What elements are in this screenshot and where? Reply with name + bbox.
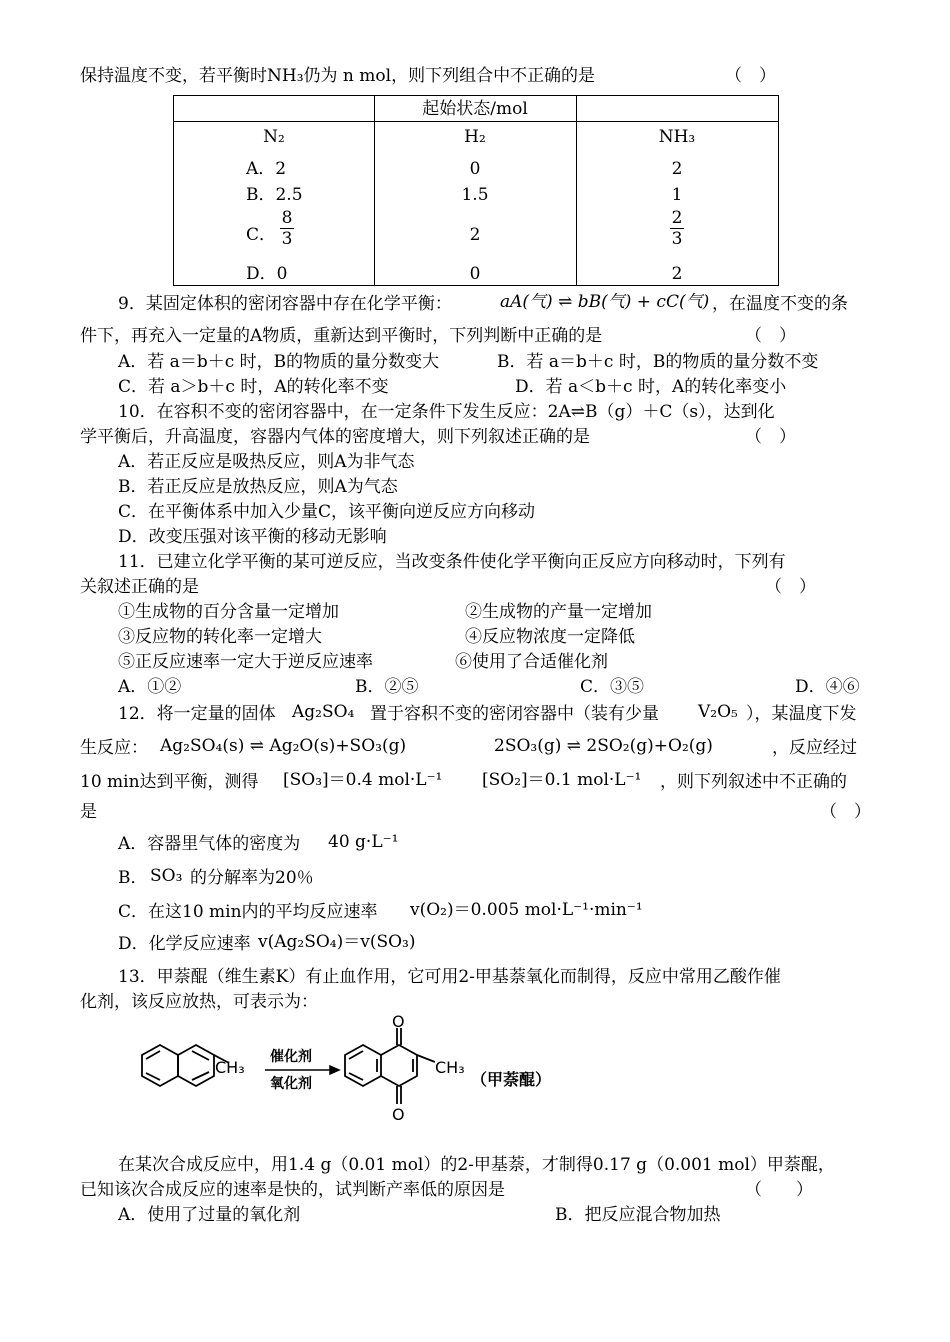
q13-option-b: B．把反应混合物加热 <box>555 1205 721 1225</box>
q9-answer-paren: （ ） <box>745 326 796 346</box>
q8-answer-paren: （ ） <box>725 66 776 86</box>
q11-statement-2: ②生成物的产量一定增加 <box>465 602 652 622</box>
col-header-n2: N₂ <box>263 127 285 147</box>
q9-option-d: D．若 a＜b＋c 时，A的转化率变小 <box>515 377 787 397</box>
cell-d-h2: 0 <box>469 264 481 284</box>
q11-statement-6: ⑥使用了合适催化剂 <box>455 652 608 672</box>
cell-a-nh3: 2 <box>671 159 683 179</box>
q12-equation-1: Ag₂SO₄(s) ⇌ Ag₂O(s)+SO₃(g) <box>160 736 407 756</box>
q9-equation: aA(气) ⇌ bB(气) + cC(气) <box>500 292 710 312</box>
ch3-label-left: CH₃ <box>215 1058 245 1077</box>
ch3-label-right: CH₃ <box>435 1058 465 1077</box>
q12-answer-paren: （ ） <box>820 802 871 822</box>
q13-option-a: A．使用了过量的氧化剂 <box>118 1205 301 1225</box>
cell-d-nh3: 2 <box>671 264 683 284</box>
cell-b-h2: 1.5 <box>461 185 489 205</box>
q9-option-b: B．若 a＝b＋c 时，B的物质的量分数不变 <box>497 352 819 372</box>
q9-line2: 件下，再充入一定量的A物质，重新达到平衡时，下列判断中正确的是 <box>80 326 603 346</box>
product-name-label: （甲萘醌） <box>471 1070 552 1089</box>
cell-c-h2: 2 <box>469 225 481 245</box>
q12-formula-ag2so4: Ag₂SO₄ <box>292 702 355 722</box>
q12-option-a: A．容器里气体的密度为 <box>118 834 301 854</box>
cell-c-nh3-fraction: $\frac{2}{3}$ <box>671 208 683 249</box>
q12-option-b-text: 的分解率为20％ <box>190 868 314 888</box>
q12-line3-start: 10 min达到平衡，测得 <box>80 772 259 792</box>
q8-table <box>173 95 779 286</box>
carbonyl-o-top: O <box>392 1012 405 1031</box>
carbonyl-o-bottom: O <box>392 1105 405 1124</box>
q11-statement-3: ③反应物的转化率一定增大 <box>118 627 322 647</box>
q11-line1: 11．已建立化学平衡的某可逆反应，当改变条件使化学平衡向正反应方向移动时，下列有 <box>118 552 786 572</box>
q10-option-b: B．若正反应是放热反应，则A为气态 <box>118 477 398 497</box>
cell-b-nh3: 1 <box>671 185 683 205</box>
q10-option-d: D．改变压强对该平衡的移动无影响 <box>118 527 387 547</box>
q9-option-a: A．若 a＝b＋c 时，B的物质的量分数变大 <box>118 352 440 372</box>
q12-option-d-value: v(Ag₂SO₄)＝v(SO₃) <box>258 932 416 952</box>
q13-paragraph-line2: 已知该次合成反应的速率是快的，试判断产率低的原因是 <box>80 1180 505 1200</box>
q11-option-c: C．③⑤ <box>580 677 645 697</box>
q12-option-c-value: v(O₂)＝0.005 mol·L⁻¹·min⁻¹ <box>410 900 643 920</box>
q12-equation-2: 2SO₃(g) ⇌ 2SO₂(g)+O₂(g) <box>494 736 713 756</box>
q12-line2-end: ，反应经过 <box>772 738 857 758</box>
q12-option-a-value: 40 g·L⁻¹ <box>328 832 399 852</box>
q10-line1: 10．在容积不变的密闭容器中，在一定条件下发生反应：2A⇌B（g）＋C（s），达到化 <box>118 402 775 422</box>
q10-option-c: C．在平衡体系中加入少量C，该平衡向逆反应方向移动 <box>118 502 536 522</box>
q13-paragraph-line1: 在某次合成反应中，用1.4 g（0.01 mol）的2-甲基萘，才制得0.17 g（0.001 mol）甲萘醌， <box>118 1155 835 1175</box>
q13-line1: 13．甲萘醌（维生素K）有止血作用，它可用2-甲基萘氧化而制得，反应中常用乙酸作催 <box>118 967 781 987</box>
q11-statement-5: ⑤正反应速率一定大于逆反应速率 <box>118 652 373 672</box>
q13-answer-paren: （ ） <box>745 1180 813 1200</box>
col-header-nh3: NH₃ <box>658 127 696 147</box>
q12-line2-start: 生反应： <box>80 738 148 758</box>
q12-option-d: D．化学反应速率 <box>118 934 251 954</box>
q12-line1-end: ），某温度下发 <box>746 704 857 724</box>
cell-a-h2: 0 <box>469 159 481 179</box>
col-header-h2: H₂ <box>464 127 486 147</box>
q12-formula-v2o5: V₂O₅ <box>698 702 738 722</box>
row-label-c: C． <box>246 225 277 245</box>
menadione-structure <box>345 1028 435 1104</box>
q12-option-c: C．在这10 min内的平均反应速率 <box>118 902 378 922</box>
q12-option-b: B． <box>118 868 148 888</box>
q12-line3-end: ，则下列叙述中不正确的 <box>660 772 847 792</box>
q10-line2: 学平衡后，升高温度，容器内气体的密度增大，则下列叙述正确的是 <box>80 427 590 447</box>
cell-c-n2-fraction: $\frac{8}{3}$ <box>281 208 293 249</box>
q12-line4: 是 <box>80 802 97 822</box>
q11-line2: 关叙述正确的是 <box>80 577 199 597</box>
q10-answer-paren: （ ） <box>745 427 796 447</box>
arrow-label-oxidant: 氧化剂 <box>270 1076 312 1092</box>
q9-line1-end: ，在温度不变的条 <box>712 294 848 314</box>
reaction-scheme <box>115 1010 715 1150</box>
row-label-a: A．2 <box>246 159 287 179</box>
q11-answer-paren: （ ） <box>765 577 816 597</box>
q8-intro: 保持温度不变，若平衡时NH₃仍为 n mol，则下列组合中不正确的是 <box>80 66 596 86</box>
q12-option-b-formula: SO₃ <box>150 866 183 886</box>
q11-option-d: D．④⑥ <box>795 677 860 697</box>
table-group-header: 起始状态/mol <box>422 99 528 119</box>
q11-statement-1: ①生成物的百分含量一定增加 <box>118 602 339 622</box>
q9-option-c: C．若 a＞b＋c 时，A的转化率不变 <box>118 377 389 397</box>
q11-option-b: B．②⑤ <box>355 677 419 697</box>
q13-line2: 化剂，该反应放热，可表示为： <box>80 992 318 1012</box>
q12-concentration-so3: [SO₃]＝0.4 mol·L⁻¹ <box>283 770 443 790</box>
row-label-b: B．2.5 <box>246 185 303 205</box>
reaction-structures-svg <box>115 1010 715 1150</box>
q9-line1-start: 9．某固定体积的密闭容器中存在化学平衡： <box>118 294 452 314</box>
q12-line1-mid: 置于容积不变的密闭容器中（装有少量 <box>370 704 659 724</box>
q11-statement-4: ④反应物浓度一定降低 <box>465 627 635 647</box>
q11-option-a: A．①② <box>118 677 182 697</box>
q10-option-a: A．若正反应是吸热反应，则A为非气态 <box>118 452 415 472</box>
q12-line1-start: 12．将一定量的固体 <box>118 704 276 724</box>
q12-concentration-so2: [SO₂]＝0.1 mol·L⁻¹ <box>482 770 642 790</box>
arrow-label-catalyst: 催化剂 <box>270 1049 312 1065</box>
row-label-d: D．0 <box>246 264 288 284</box>
